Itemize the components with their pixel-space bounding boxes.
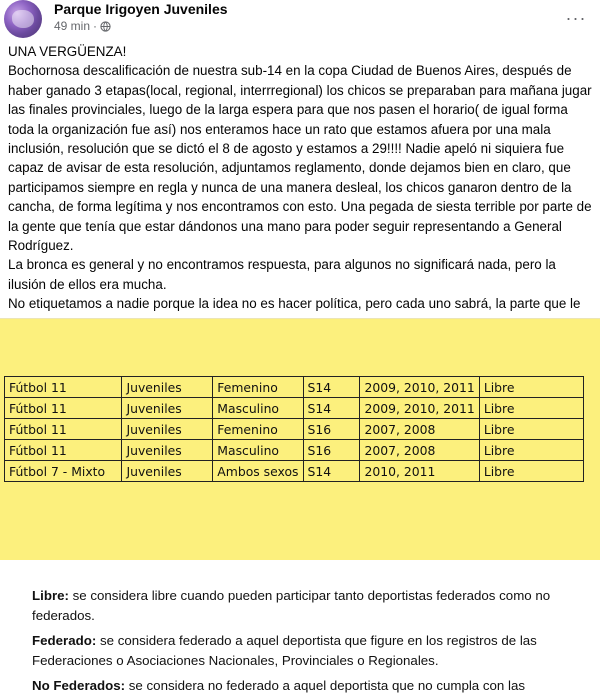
table-cell: S14 bbox=[303, 398, 360, 419]
table-cell: 2009, 2010, 2011 bbox=[360, 377, 479, 398]
table-row bbox=[5, 440, 584, 461]
table-cell: Fútbol 11 bbox=[5, 440, 122, 461]
table-cell: Ambos sexos bbox=[213, 461, 303, 482]
table-cell: Masculino bbox=[213, 398, 303, 419]
meta-separator: · bbox=[93, 19, 98, 33]
definition-text: se considera no federado a aquel deportista que no cumpla con las bbox=[125, 678, 526, 693]
table-cell: Fútbol 11 bbox=[5, 377, 122, 398]
definition-no-federados bbox=[32, 676, 572, 696]
post-paragraph: La bronca es general y no encontramos respuesta, para algunos no significará nada, pero la ilusión de ellos era mucha. bbox=[8, 257, 556, 292]
table-cell: Libre bbox=[479, 398, 583, 419]
categories-table bbox=[4, 376, 584, 482]
table-cell: Juveniles bbox=[122, 461, 213, 482]
table-cell: Juveniles bbox=[122, 419, 213, 440]
post-paragraph: UNA VERGÜENZA! bbox=[8, 44, 127, 59]
table-cell: Libre bbox=[479, 419, 583, 440]
table-cell: Juveniles bbox=[122, 377, 213, 398]
table-cell: S14 bbox=[303, 377, 360, 398]
attached-image[interactable] bbox=[0, 318, 600, 696]
table-cell: Fútbol 11 bbox=[5, 419, 122, 440]
definition-federado bbox=[32, 631, 572, 671]
table-row bbox=[5, 377, 584, 398]
definition-term: Federado: bbox=[32, 633, 97, 648]
post-header bbox=[0, 0, 600, 40]
table-cell: 2007, 2008 bbox=[360, 419, 479, 440]
table-cell: 2007, 2008 bbox=[360, 440, 479, 461]
definitions bbox=[32, 586, 572, 696]
post-meta bbox=[54, 19, 111, 33]
table-cell: S16 bbox=[303, 440, 360, 461]
avatar[interactable] bbox=[4, 0, 42, 38]
table-cell: Libre bbox=[479, 461, 583, 482]
definition-libre bbox=[32, 586, 572, 626]
table-cell: Libre bbox=[479, 377, 583, 398]
table-cell: Juveniles bbox=[122, 398, 213, 419]
definition-term: No Federados: bbox=[32, 678, 126, 693]
table-row bbox=[5, 419, 584, 440]
post-paragraph: Bochornosa descalificación de nuestra sub-14 en la copa Ciudad de Buenos Aires, después de haber ganado 3 etapas(local, regional, interrregional) los chicos se preparaban para mañana jugar las finales provinciales, luego de la larga espera para que nos pasen el horario( de igual forma toda la organización fue así) nos enteramos hace un rato que estamos afuera por una mala inclusión, resolución que se dictó el 8 de agosto y estamos a 29!!!! Nadie apeló ni siquiera fue capaz de avisar de esta resolución, adjuntamos reglamento, donde dejamos bien en claro, que participamos siempre en regla y nunca de una manera desleal, los chicos ganaron dentro de la cancha, de forma legítima y nos encontramos con esto. Una pegada de siesta terrible por parte de la gente que tenía que estar dándonos una mano para poder seguir representando a General Rodríguez. bbox=[8, 63, 592, 254]
page-name[interactable]: Parque Irigoyen Juveniles bbox=[54, 1, 228, 17]
table-cell: Femenino bbox=[213, 377, 303, 398]
definition-term: Libre: bbox=[32, 588, 69, 603]
table-cell: 2009, 2010, 2011 bbox=[360, 398, 479, 419]
more-options-icon[interactable]: ··· bbox=[565, 7, 587, 28]
globe-icon bbox=[100, 21, 111, 32]
table-cell: S14 bbox=[303, 461, 360, 482]
definition-text: se considera libre cuando pueden participar tanto deportistas federados como no federados. bbox=[32, 588, 551, 623]
post-time[interactable]: 49 min bbox=[54, 19, 91, 33]
image-top-border bbox=[0, 318, 600, 319]
table-cell: 2010, 2011 bbox=[360, 461, 479, 482]
table-cell: Femenino bbox=[213, 419, 303, 440]
table-cell: S16 bbox=[303, 419, 360, 440]
table-row bbox=[5, 398, 584, 419]
table-cell: Libre bbox=[479, 440, 583, 461]
table-cell: Fútbol 11 bbox=[5, 398, 122, 419]
definition-text: se considera federado a aquel deportista que figure en los registros de las Federaciones o Asociaciones Nacionales, Provinciales o Regionales. bbox=[32, 633, 537, 668]
image-yellow-section bbox=[0, 318, 600, 560]
table-cell: Fútbol 7 - Mixto bbox=[5, 461, 122, 482]
table-cell: Juveniles bbox=[122, 440, 213, 461]
post-paragraph: No etiquetamos a nadie porque la idea no es hacer política, pero cada uno sabrá, la parte que le bbox=[8, 296, 581, 312]
table-row bbox=[5, 461, 584, 482]
table-cell: Masculino bbox=[213, 440, 303, 461]
post-text bbox=[8, 42, 592, 333]
